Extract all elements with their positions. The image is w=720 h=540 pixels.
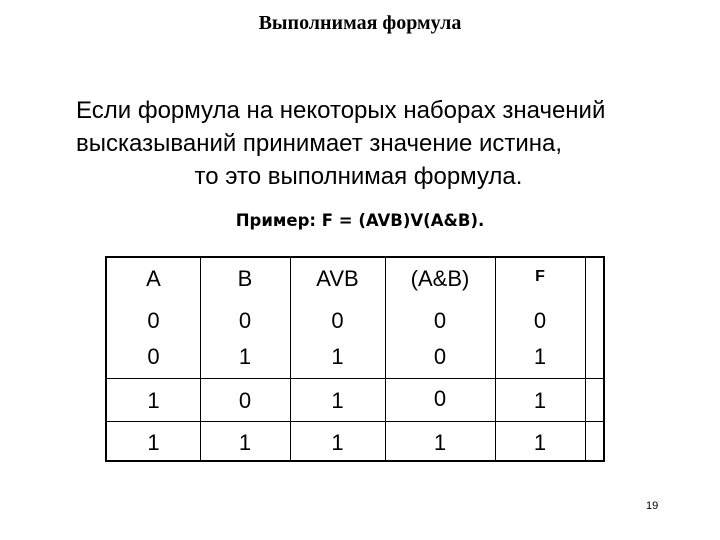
table-cell: 0 [147,344,160,369]
table-cell: 0 [433,386,447,411]
table-divider-horizontal [107,378,603,379]
page-number: 19 [646,500,659,512]
table-divider-horizontal [107,421,603,422]
paragraph-line-3: то это выполнимая формула. [194,163,523,190]
table-header-cell: AVB [316,266,359,291]
table-cell: 1 [331,344,344,369]
table-cell: 1 [147,388,160,413]
truth-table [105,256,605,462]
table-header-cell: A [146,266,161,291]
table-cell: 0 [433,344,447,369]
table-cell: 1 [238,344,252,369]
table-cell: 1 [147,430,160,455]
table-cell: 1 [533,430,547,455]
table-cell: 0 [533,308,547,333]
table-cell: 0 [238,308,252,333]
table-cell: 1 [331,388,344,413]
definition-paragraph [76,94,676,193]
table-cell: 1 [238,430,252,455]
table-cell: 0 [433,308,447,333]
table-cell: 1 [533,388,547,413]
example-formula: Пример: F = (AVB)V(A&B). [235,211,485,230]
paragraph-line-2: высказываний принимает значение истина, [76,130,563,157]
table-cell: 0 [147,308,160,333]
table-cell: 1 [433,430,447,455]
table-header-cell: F [535,268,545,285]
table-cell: 1 [331,430,344,455]
table-cell: 0 [238,388,252,413]
table-header-cell: (A&B) [410,266,470,291]
slide-title: Выполнимая формула [258,12,462,34]
table-cell: 0 [331,308,344,333]
paragraph-line-1: Если формула на некоторых наборах значений [76,97,606,124]
table-cell: 1 [533,344,547,369]
table-divider-vertical [585,258,586,460]
table-header-cell: B [237,266,253,291]
